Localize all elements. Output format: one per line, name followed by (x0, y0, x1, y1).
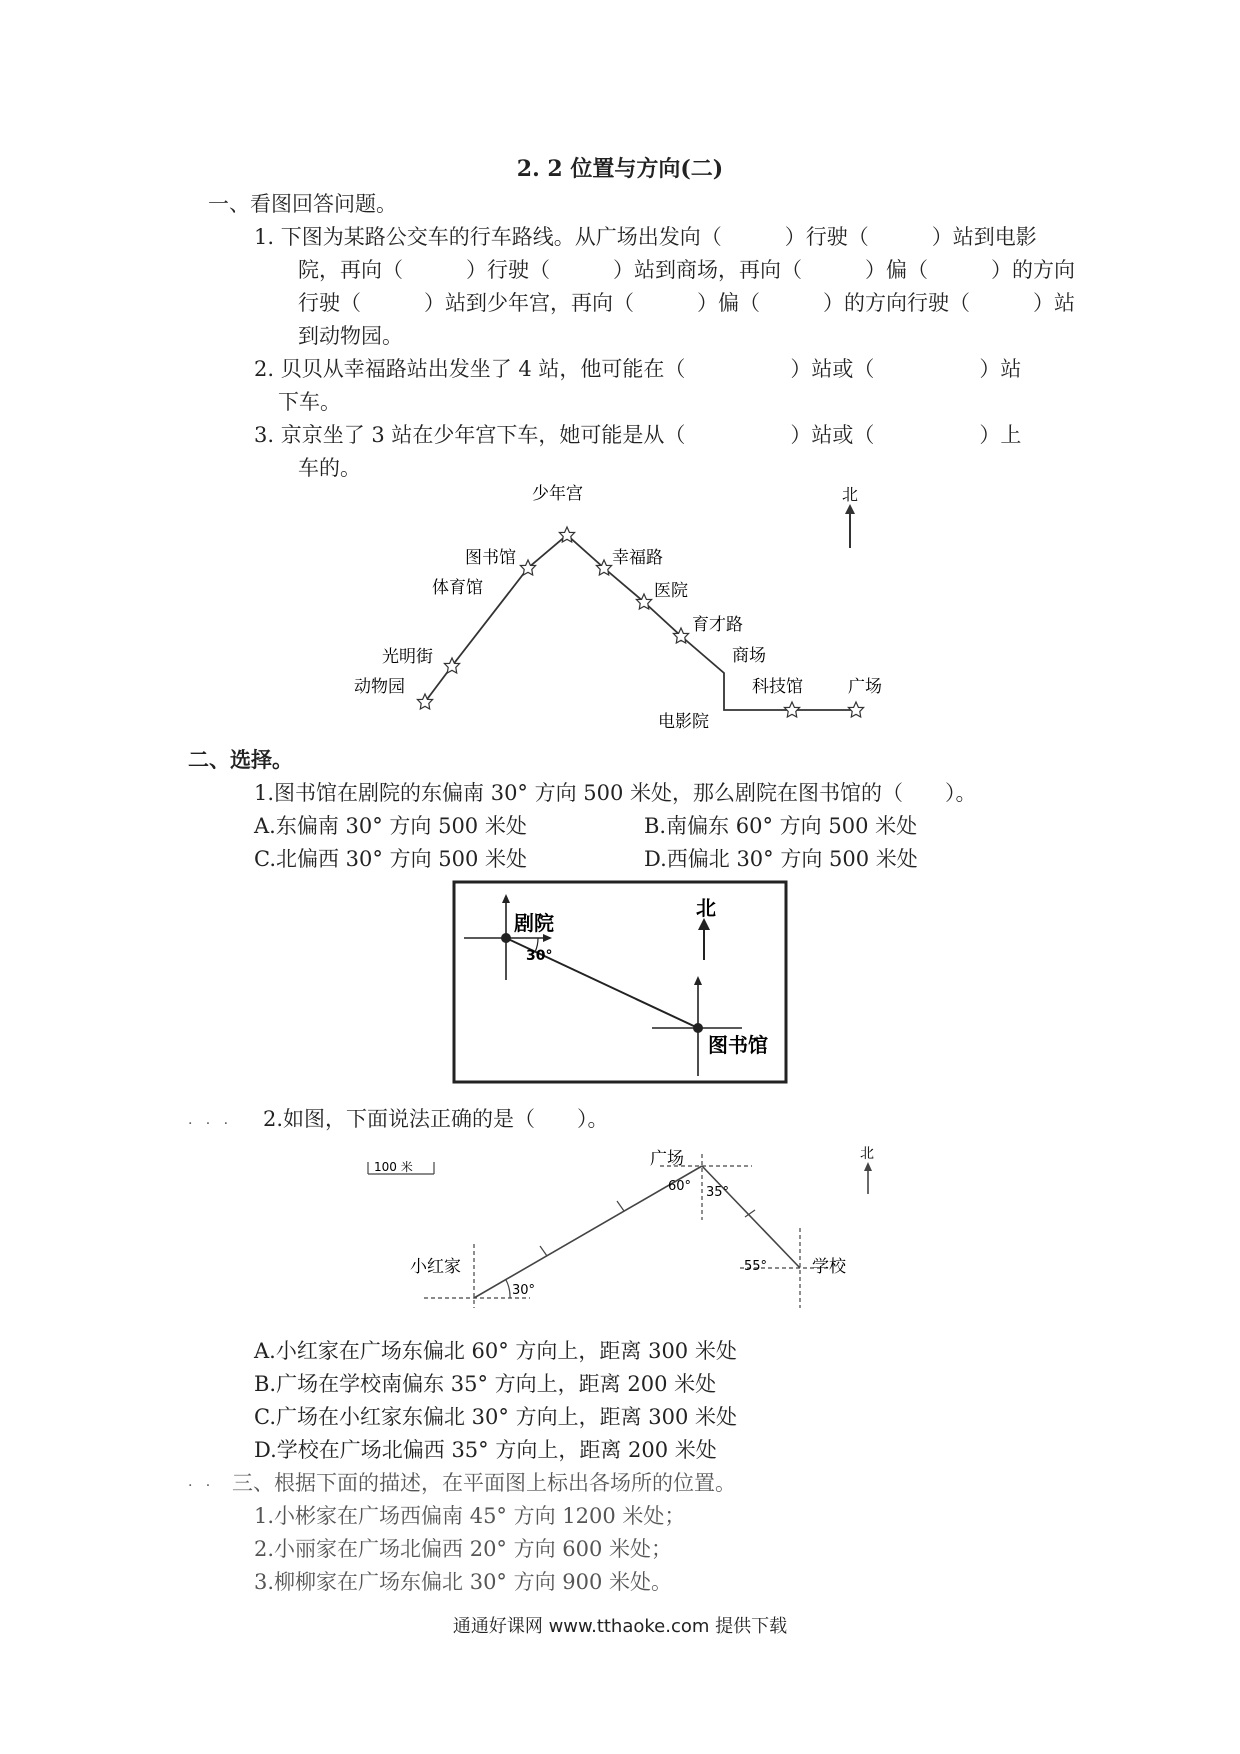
label-tiyuguan: 体育馆 (432, 578, 483, 598)
q1-line1: 1. 下图为某路公交车的行车路线。从广场出发向（ ）行驶（ ）站到电影 (254, 225, 1037, 249)
label-shangchang: 商场 (732, 646, 766, 666)
label-dongwuyuan: 动物园 (354, 677, 405, 697)
q3-line1: 3. 京京坐了 3 站在少年宫下车，她可能是从（ ）站或（ ）上 (254, 423, 1022, 447)
s2-q2-option-b: B.广场在学校南偏东 35° 方向上，距离 200 米处 (254, 1372, 717, 1396)
label-kejiguan: 科技馆 (752, 677, 803, 697)
s3-item-3: 3.柳柳家在广场东偏北 30° 方向 900 米处。 (254, 1570, 673, 1594)
label-guangmingjie: 光明街 (382, 647, 433, 667)
label-xingfulu: 幸福路 (612, 548, 663, 568)
fig2-angle30: 30° (512, 1283, 536, 1298)
library-point (693, 1023, 703, 1033)
stop-kejiguan (784, 702, 799, 717)
fig2-angle35: 35° (706, 1185, 730, 1200)
section3-heading: 三、根据下面的描述，在平面图上标出各场所的位置。 (232, 1471, 736, 1495)
q1-line2: 院，再向（ ）行驶（ ）站到商场，再向（ ）偏（ ）的方向 (298, 258, 1075, 282)
q2-line1: 2. 贝贝从幸福路站出发坐了 4 站，他可能在（ ）站或（ ）站 (254, 357, 1022, 381)
label-dianyingyuan: 电影院 (658, 712, 709, 730)
q1-line3: 行驶（ ）站到少年宫，再向（ ）偏（ ）的方向行驶（ ）站 (298, 291, 1075, 315)
square-home-school-figure (360, 1140, 900, 1320)
label-north-1: 北 (842, 485, 859, 504)
fig2-home-label: 小红家 (410, 1257, 461, 1277)
stop-tushuguan (520, 560, 535, 575)
fig1-angle-label: 30° (526, 948, 553, 964)
footer-credit: 通通好课网 www.tthaoke.com 提供下载 (452, 1616, 788, 1637)
fig2-school-label: 学校 (812, 1257, 846, 1277)
fig2-angle60: 60° (668, 1179, 692, 1194)
theatre-library-figure (452, 880, 790, 1086)
bus-route-map (340, 480, 920, 730)
fig2-angle55: 55° (744, 1259, 768, 1274)
s2-q1-option-c: C.北偏西 30° 方向 500 米处 (254, 847, 527, 871)
fig1-theatre-label: 剧院 (514, 911, 554, 935)
q2-line2: 下车。 (278, 390, 341, 414)
section1-heading: 一、看图回答问题。 (208, 192, 397, 216)
s2-q1-option-b: B.南偏东 60° 方向 500 米处 (644, 814, 918, 838)
label-yiyuan: 医院 (654, 581, 688, 601)
section2-heading: 二、选择。 (188, 747, 293, 772)
s2-q2-option-c: C.广场在小红家东偏北 30° 方向上，距离 300 米处 (254, 1405, 737, 1429)
stop-guangchang (848, 702, 863, 717)
s2-q1: 1.图书馆在剧院的东偏南 30° 方向 500 米处，那么剧院在图书馆的（ ）。 (254, 781, 977, 805)
fig1-library-label: 图书馆 (708, 1033, 768, 1057)
label-guangchang: 广场 (848, 677, 882, 697)
s2-q1-option-d: D.西偏北 30° 方向 500 米处 (644, 847, 918, 871)
scale-label: 100 米 (374, 1160, 413, 1174)
q3-line2: 车的。 (298, 456, 361, 480)
label-shaoniangong: 少年宫 (532, 484, 583, 504)
q1-line4: 到动物园。 (298, 324, 403, 348)
s2-q2-option-d: D.学校在广场北偏西 35° 方向上，距离 200 米处 (254, 1438, 717, 1462)
s3-item-1: 1.小彬家在广场西偏南 45° 方向 1200 米处； (254, 1504, 686, 1528)
label-tushuguan: 图书馆 (465, 548, 516, 568)
s2-q1-option-a: A.东偏南 30° 方向 500 米处 (254, 814, 527, 838)
dots-decor: . . . (188, 1112, 229, 1128)
north-arrow-1-icon (845, 504, 855, 514)
label-yucailu: 育才路 (692, 615, 743, 635)
s3-item-2: 2.小丽家在广场北偏西 20° 方向 600 米处； (254, 1537, 673, 1561)
dots-decor-2: . . (188, 1474, 211, 1490)
fig2-square-label: 广场 (650, 1149, 684, 1169)
north-arrow-3-icon (864, 1162, 872, 1171)
fig1-north-label: 北 (696, 896, 716, 920)
s2-q2-option-a: A.小红家在广场东偏北 60° 方向上，距离 300 米处 (254, 1339, 737, 1363)
page-title: 2. 2 位置与方向(二) (516, 156, 724, 182)
fig2-north-label: 北 (860, 1146, 874, 1162)
s2-q2: 2.如图，下面说法正确的是（ ）。 (263, 1107, 609, 1131)
square-school-line (702, 1166, 800, 1268)
